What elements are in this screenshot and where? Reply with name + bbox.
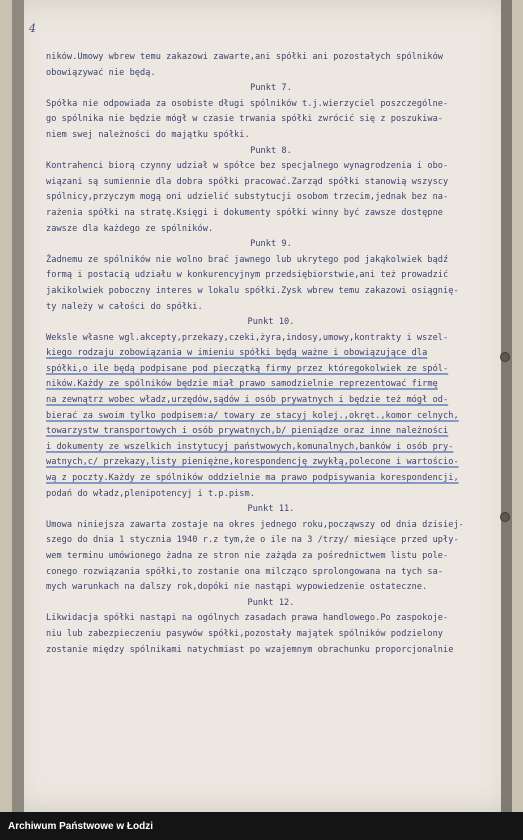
text-line: zawsze dla każdego ze spólników. [46,223,214,234]
text-line: obowiązywać nie będą. [46,67,156,78]
page-edge-left [12,0,24,812]
text-line: wą z poczty.Każdy ze spólników oddzielnie ma prawo podpisywania korespondencji, [46,473,459,484]
section-heading: Punkt 11. [247,504,295,515]
text-line: podań do władz,plenipotencyj i t.p.pism. [46,488,255,499]
text-line: ników.Umowy wbrew temu zakazowi zawarte,ani spółki ani pozostałych spólników [46,52,444,62]
text-line: go spólnika nie będzie mógł w czasie trwania spółki zwrócić się z poszukiwa- [46,114,444,125]
section-heading: Punkt 10. [247,317,295,328]
text-line: spólnicy,przyczym mogą oni udzielić substytucji osobom trzecim,jednak bez na- [46,192,449,203]
text-line: na zewnątrz wobec władz,urzędów,sądów i osób prywatnych i będzie też mógł od- [46,395,449,406]
text-line: rażenia spółki na stratę.Księgi i dokumenty spółki winny być zawsze dostępne [46,207,444,218]
text-line: kiego rodzaju zobowiązania w imieniu spółki będą ważne i obowiązujące dla [46,348,428,359]
text-line: jakikolwiek poboczny interes w lokalu spółki.Zysk wbrew temu zakazowi osiągnię- [46,285,459,296]
text-line: Weksle własne wgl.akcepty,przekazy,czeki,żyra,indosy,umowy,kontrakty i wszel- [46,332,449,343]
archive-name: Archiwum Państwowe w Łodzi [8,821,154,832]
text-line: towarzystw transportowych i osób prywatnych,b/ pieniądze oraz inne należności [46,426,449,437]
text-line: wiązani są sumiennie dla dobra spółki pracować.Zarząd spółki stanowią wszyscy [46,176,449,187]
text-line: ty należy w całości do spółki. [46,301,203,312]
document-page [12,0,512,812]
text-line: wem terminu umówionego żadna ze stron nie zażąda za pośrednictwem listu pole- [46,551,449,561]
text-line: Kontrahenci biorą czynny udział w spółce bez specjalnego wynagrodzenia i obo- [46,161,449,172]
section-heading: Punkt 9. [250,239,292,250]
section-heading: Punkt 8. [250,145,292,156]
text-line: Spółka nie odpowiada za osobiste długi spólników t.j.wierzyciel poszczególne- [46,98,449,109]
text-line: Żadnemu ze spólników nie wolno brać jawnego lub ukrytego pod jakąkolwiek bądź [46,254,449,265]
punch-hole-bottom [500,512,510,522]
text-line: szego do dnia 1 stycznia 1940 r.z tym,że o ile na 3 /trzy/ miesiące przed upły- [46,535,459,546]
section-heading: Punkt 12. [247,597,295,608]
text-line: ników.Każdy ze spólników będzie miał prawo samodzielnie reprezentować firmę [46,379,438,390]
text-line: formą i postacią udziału w konkurencyjnym przedsiębiorstwie,ani też prowadzić [46,270,449,281]
text-line: watnych,c/ przekazy,listy pieniężne,korespondencję zwykłą,polecone i wartościo- [46,457,459,468]
text-line: i dokumenty ze wszelkich instytucyj państwowych,komunalnych,banków i osób pry- [46,441,454,452]
text-line: mych warunkach na dalszy rok,dopóki nie nastąpi wypowiedzenie ostateczne. [46,582,428,593]
punch-hole-top [500,352,510,362]
page-edge-right [501,0,512,812]
archive-footer-bar [0,812,523,840]
typed-text-body [46,50,496,658]
section-heading: Punkt 7. [250,83,292,94]
text-line: spółki,o ile będą podpisane pod pieczątką firmy przez któregokolwiek ze spól- [46,363,449,374]
text-line: Umowa niniejsza zawarta zostaje na okres jednego roku,począwszy od dnia dzisiej- [46,519,464,530]
text-line: niem swej należności do majątku spółki. [46,129,250,140]
text-line: zostanie między spólnikami natychmiast po wzajemnym obrachunku proporcjonalnie [46,644,454,655]
text-line: niu lub zabezpieczeniu pasywów spółki,pozostały majątek spólników podzielony [46,628,444,639]
text-line: Likwidacja spółki nastąpi na ogólnych zasadach prawa handlowego.Po zaspokoje- [46,613,449,624]
text-line: conego rozwiązania spółki,to zostanie ona milcząco sprolongowana na tych sa- [46,566,444,577]
page-number: 4 [29,22,36,35]
text-line: bierać za swoim tylko podpisem:a/ towary ze stacyj kolej.,okręt.,komor celnych, [46,410,459,421]
